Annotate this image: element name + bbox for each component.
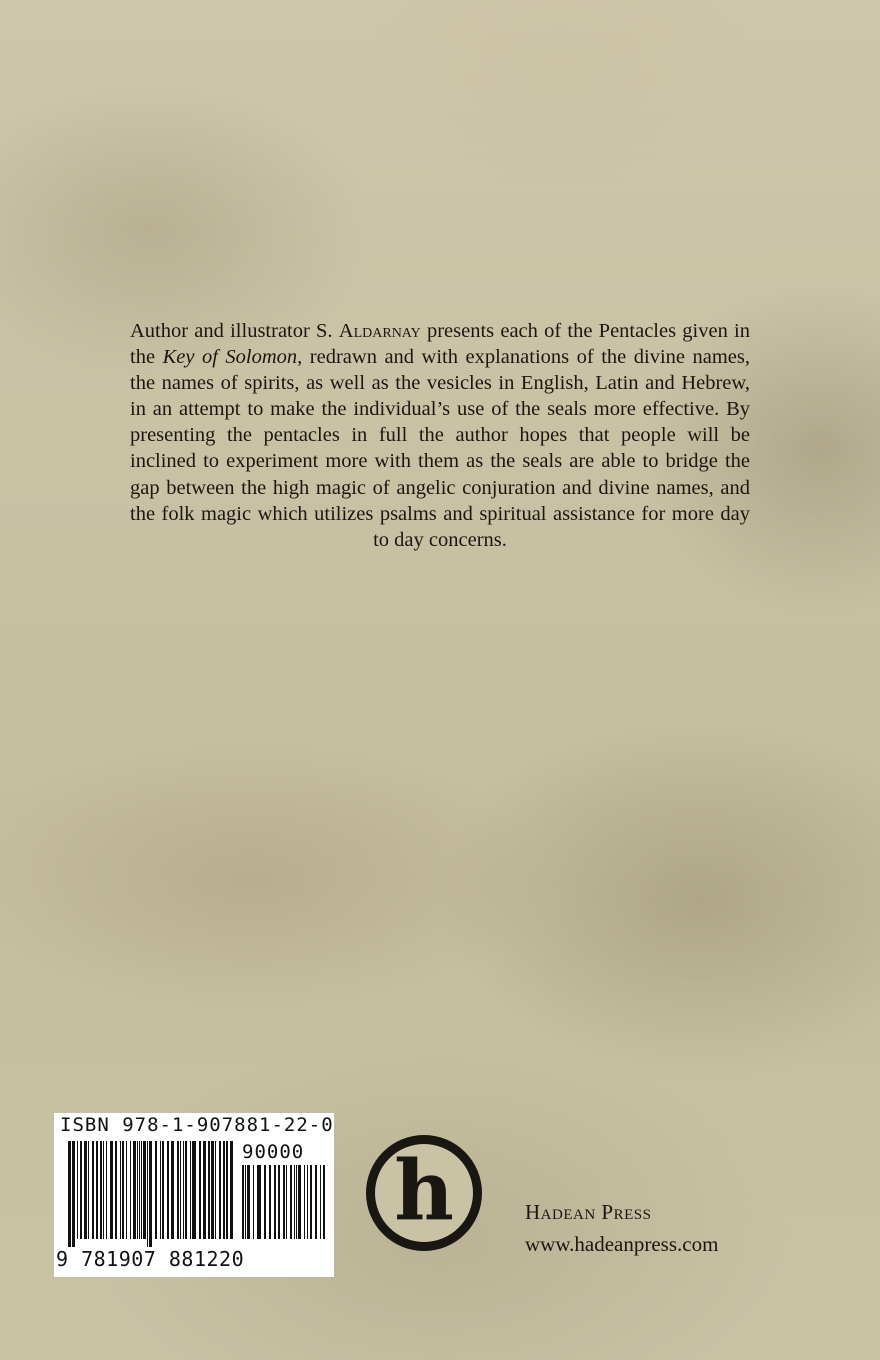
barcode-bar — [298, 1165, 301, 1239]
barcode-bar — [120, 1141, 121, 1239]
barcode-bar — [245, 1165, 246, 1239]
price-code: 90000 — [242, 1141, 305, 1163]
barcode-bar — [160, 1141, 161, 1239]
barcode-bar — [283, 1165, 285, 1239]
barcode-bar — [185, 1141, 187, 1239]
barcode-bar — [294, 1165, 295, 1239]
barcode-bar — [141, 1141, 142, 1239]
barcode-bar — [155, 1141, 157, 1239]
barcode-bar — [320, 1165, 321, 1239]
barcode-bar — [88, 1141, 89, 1239]
barcode-bar — [171, 1141, 174, 1239]
barcode-bar — [274, 1165, 276, 1239]
barcode-bar — [192, 1141, 196, 1239]
barcode-bar — [203, 1141, 206, 1239]
barcode-bar — [315, 1165, 317, 1239]
publisher-name: Hadean Press — [525, 1200, 652, 1224]
barcode-bar — [226, 1141, 228, 1239]
barcode-bar — [180, 1141, 181, 1239]
barcode-bar — [323, 1165, 325, 1239]
barcode-bar — [80, 1141, 82, 1239]
barcode-bar — [304, 1165, 305, 1239]
blurb-middle: presents each of the Pentacles given in the — [130, 320, 751, 369]
isbn-digits: 9 781907 881220 — [56, 1247, 245, 1271]
barcode-bar — [290, 1165, 292, 1239]
barcode-bar — [77, 1141, 78, 1239]
barcode-bar — [247, 1165, 250, 1239]
hadean-press-logo-icon — [364, 1133, 484, 1253]
blurb-intro: Author and illustrator S. — [130, 320, 339, 342]
isbn-label: ISBN 978-1-907881-22-0 — [60, 1114, 334, 1136]
barcode-bar — [122, 1141, 124, 1239]
barcode-bar — [264, 1165, 266, 1239]
barcode-bar — [137, 1141, 138, 1239]
barcode-bar — [211, 1141, 214, 1239]
barcode-bar — [106, 1141, 107, 1239]
barcode-bar — [199, 1141, 201, 1239]
barcode-bar — [190, 1141, 191, 1239]
barcode-bar — [68, 1141, 71, 1247]
barcode-bar — [139, 1141, 140, 1239]
barcode-bar — [286, 1165, 287, 1239]
barcode-bar — [278, 1165, 280, 1239]
barcode-bar — [149, 1141, 152, 1247]
barcode-bar — [296, 1165, 297, 1239]
barcode-bar — [208, 1141, 210, 1239]
barcode-bar — [133, 1141, 136, 1239]
barcode-bar — [310, 1165, 312, 1239]
barcode-bar — [162, 1141, 164, 1239]
barcode-bar — [215, 1141, 216, 1239]
barcode-bar — [219, 1141, 221, 1239]
barcode-bar — [253, 1165, 254, 1239]
barcode-bar — [147, 1141, 148, 1247]
blurb-text — [130, 318, 750, 553]
blurb-body: , redrawn and with explanations of the divine names, the names of spirits, as well as the vesicles in English, Latin and Hebrew, in an attempt to make the individual’s use of the seals more effective. By presenting the pentacles in full the author hopes that people will be inclined to experiment more with them as the seals are able to bridge the gap between the high magic of angelic conjuration and divine names, and the folk magic which utilizes psalms and spiritual assistance for more day to day concerns. — [130, 346, 751, 551]
barcode-bar — [115, 1141, 117, 1239]
barcode-bar — [72, 1141, 75, 1247]
addon-barcode-bars — [242, 1165, 326, 1247]
barcode-bar — [126, 1141, 127, 1239]
logo-letter: h — [394, 1143, 454, 1239]
book-title: Key of Solomon — [162, 346, 298, 369]
barcode-bar — [110, 1141, 113, 1239]
barcode-bar — [84, 1141, 87, 1239]
barcode-bar — [103, 1141, 104, 1239]
barcode-bar — [307, 1165, 308, 1239]
barcode-bar — [96, 1141, 98, 1239]
publisher-url: www.hadeanpress.com — [525, 1232, 719, 1256]
barcode-bar — [130, 1141, 131, 1239]
barcode-bar — [242, 1165, 244, 1239]
barcode-bar — [167, 1141, 169, 1239]
barcode-bar — [230, 1141, 233, 1239]
barcode-bar — [183, 1141, 184, 1239]
barcode-bar — [269, 1165, 271, 1239]
barcode-bar — [92, 1141, 94, 1239]
barcode-bar — [223, 1141, 225, 1239]
barcode-bar — [257, 1165, 261, 1239]
barcode-panel — [54, 1113, 334, 1277]
barcode-bar — [177, 1141, 179, 1239]
barcode-bar — [100, 1141, 102, 1239]
barcode-bar — [143, 1141, 146, 1239]
barcode-bars — [68, 1141, 236, 1247]
author-name: Aldarnay — [338, 320, 421, 342]
